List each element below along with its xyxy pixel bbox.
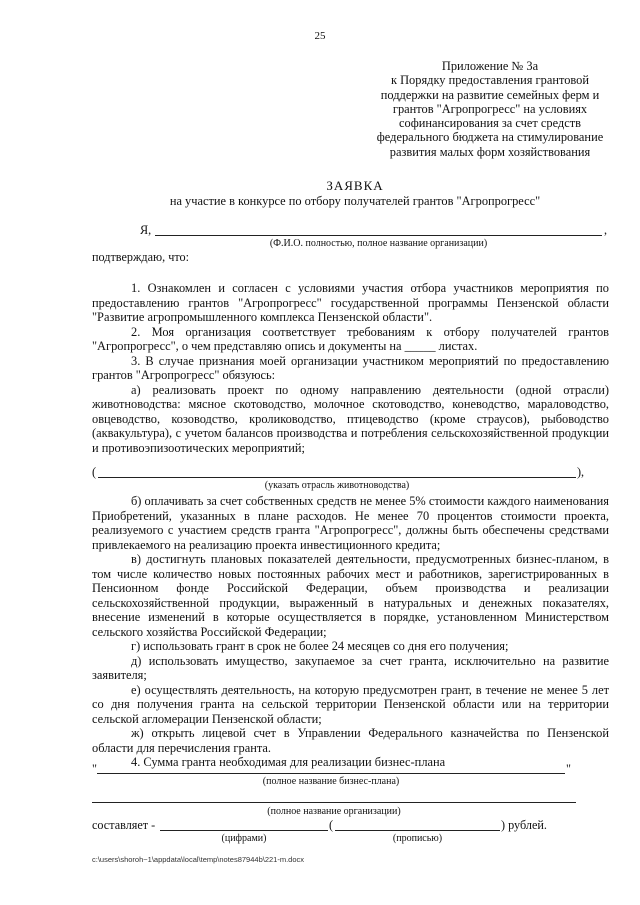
appendix-line: грантов "Агропрогресс" на условиях — [392, 101, 588, 116]
terms-block-b — [92, 494, 609, 770]
organization-name-field[interactable] — [92, 802, 576, 803]
applicant-hint: (Ф.И.О. полностью, полное название организации) — [269, 238, 488, 249]
amount-digits-field[interactable] — [160, 830, 328, 831]
livestock-branch-field[interactable] — [98, 477, 576, 478]
amount-words-field[interactable] — [335, 830, 500, 831]
applicant-suffix: , — [604, 223, 608, 237]
confirm-text: подтверждаю, что: — [92, 250, 189, 264]
paragraph: д) использовать имущество, закупаемое за счет гранта, исключительно на развитие заявителя; — [92, 653, 609, 682]
terms-block-a — [92, 281, 609, 455]
amount-prefix: составляет - — [92, 818, 156, 832]
organization-hint: (полное название организации) — [267, 806, 401, 817]
paragraph: г) использовать грант в срок не более 24 месяцев со дня его получения; — [131, 639, 509, 653]
applicant-name-field[interactable] — [155, 235, 602, 236]
branch-open: ( — [92, 465, 97, 479]
document-subtitle: на участие в конкурсе по отбору получателей грантов "Агропрогресс" — [169, 194, 541, 208]
appendix-line: федерального бюджета на стимулирование — [376, 130, 604, 145]
appendix-line: Приложение № 3а — [441, 59, 539, 73]
bizplan-open-quote: " — [92, 762, 97, 776]
paragraph: б) оплачивать за счет собственных средств не менее 5% стоимости каждого наименования Приобретений, указанных в плане расходов. Не менее 70 процентов стоимости проекта, реализуемого с участием средств гранта "Агропрогресс", должны быть обеспечены средствами привлекаемого на реализацию проекта инвестиционного кредита; — [92, 494, 609, 552]
paragraph: в) достигнуть плановых показателей деятельности, предусмотренных бизнес-планом, в том числе количество новых постоянных рабочих мест и работников, зарегистрированных в Пенсионном фонде Российской Федерации, объем производства и реализации сельскохозяйственной продукции, выраженный в натуральных и денежных показателях, внесение изменений в которые осуществляется в порядке, установленном Министерством сельского хозяйства Российской Федерации; — [92, 552, 609, 639]
appendix-line: к Порядку предоставления грантовой — [390, 73, 589, 88]
amount-suffix: ) рублей. — [501, 818, 547, 832]
amount-words-hint: (прописью) — [392, 833, 443, 844]
paragraph: 2. Моя организация соответствует требованиям к отбору получателей грантов "Агропрогресс", о чем представляю опись и документы на _____ листах. — [92, 324, 609, 353]
bizplan-close-quote: " — [566, 762, 571, 776]
file-path-footer: c:\users\shoroh~1\appdata\local\temp\notes87944b\221-m.docx — [92, 855, 305, 864]
applicant-prefix: Я, — [140, 223, 152, 237]
appendix-line: развития малых форм хозяйствования — [389, 144, 591, 159]
paragraph: ж) открыть лицевой счет в Управлении Федерального казначейства по Пензенской области для перечисления гранта. — [92, 726, 609, 755]
branch-close: ), — [577, 465, 585, 479]
amount-digits-hint: (цифрами) — [221, 833, 267, 844]
amount-paren: ( — [329, 818, 334, 832]
paragraph: 1. Ознакомлен и согласен с условиями участия отбора участников мероприятия по предоставлению грантов "Агропрогресс" государственной программы Пензенской области "Развитие агропромышленного комплекса Пензенской области". — [92, 281, 609, 324]
paragraph: е) осуществлять деятельность, на которую предусмотрен грант, в течение не менее 5 лет со дня получения гранта на сельской территории Пензенской области или на территории сельской агломерации Пензенской области; — [92, 682, 609, 726]
branch-hint: (указать отрасль животноводства) — [264, 480, 410, 491]
appendix-header — [340, 59, 640, 159]
paragraph: 3. В случае признания моей организации участником мероприятий по предоставлению грантов "Агропрогресс" обязуюсь: — [92, 353, 609, 382]
appendix-line: софинансирования за счет средств — [399, 116, 581, 131]
paragraph: 4. Сумма гранта необходимая для реализации бизнес-плана — [131, 755, 446, 769]
appendix-line: поддержки на развитие семейных ферм и — [380, 87, 600, 102]
paragraph: а) реализовать проект по одному направлению деятельности (одной отрасли) животноводства: мясное скотоводство, молочное скотоводство, коневодство, мараловодство, овцеводство, козоводство, кролиководство, птицеводство (кроме страусов), рыбоводство (аквакультура), с учетом балансов производства и потребления сельскохозяйственной продукции и противоэпизоотических мероприятий; — [92, 382, 609, 455]
document-title: ЗАЯВКА — [326, 178, 384, 193]
bizplan-name-field[interactable] — [97, 773, 565, 774]
page-number: 25 — [314, 30, 326, 42]
bizplan-hint: (полное название бизнес-плана) — [262, 776, 400, 787]
